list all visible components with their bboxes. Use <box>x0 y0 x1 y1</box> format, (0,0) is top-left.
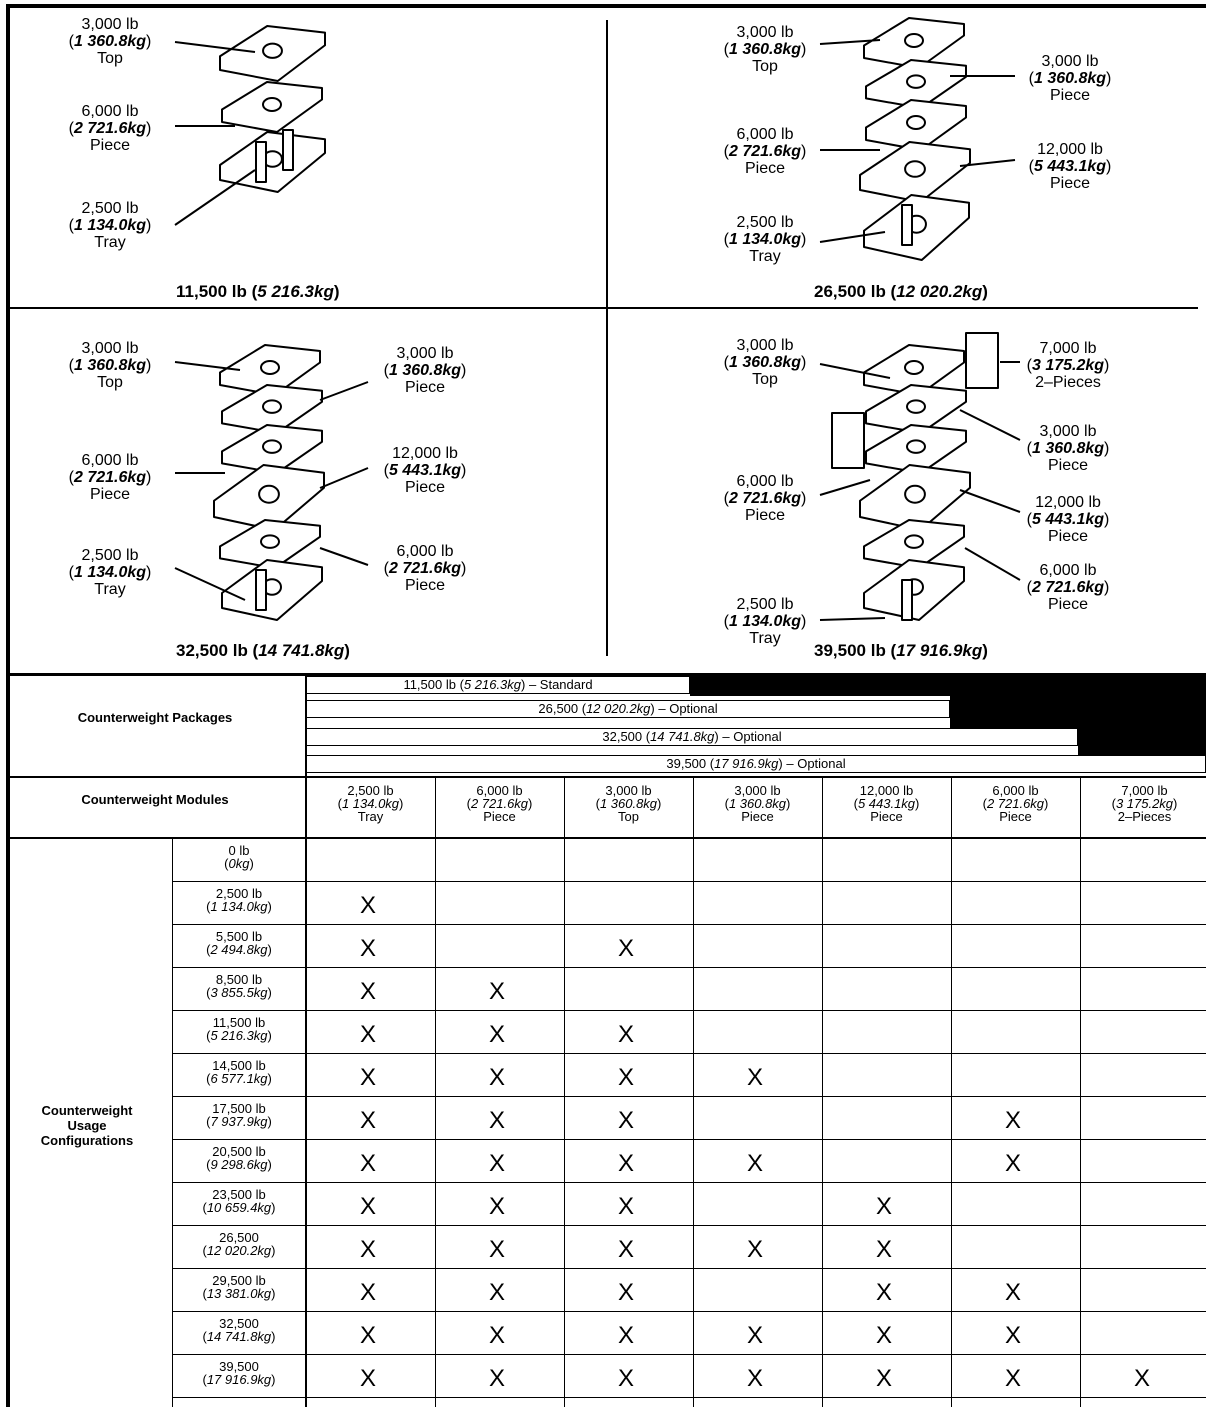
module-name: Piece <box>870 809 903 824</box>
plate-hole <box>263 440 281 452</box>
weight-part: Piece <box>1047 528 1089 545</box>
column-divider <box>1080 776 1081 1407</box>
row-kg: (17 916.9kg) <box>202 1372 276 1387</box>
row-divider <box>172 1096 1206 1097</box>
usage-mark: X <box>359 1064 376 1091</box>
usage-mark: X <box>488 1279 505 1306</box>
weight-part: Piece <box>744 507 786 524</box>
module-name: Piece <box>999 809 1032 824</box>
row-lb: 14,500 lb <box>212 1058 266 1073</box>
usage-mark: X <box>488 978 505 1005</box>
package-option: 11,500 lb (5 216.3kg) – Standard <box>306 676 690 694</box>
usage-mark: X <box>875 1365 892 1392</box>
row-label <box>173 1360 305 1386</box>
weight-label <box>1008 423 1128 474</box>
module-kg: (5 443.1kg) <box>853 796 920 811</box>
weight-kg: (1 134.0kg) <box>68 217 152 234</box>
weight-kg-value: 2 721.6kg <box>388 560 462 577</box>
row-lb: 17,500 lb <box>212 1101 266 1116</box>
weight-kg-value: 5 443.1kg <box>1031 511 1105 528</box>
row-kg: (6 577.1kg) <box>206 1071 272 1086</box>
row-kg: (7 937.9kg) <box>206 1114 272 1129</box>
weight-lb: 2,500 lb <box>736 596 794 613</box>
module-kg: (3 175.2kg) <box>1111 796 1178 811</box>
weight-kg-value: 2 721.6kg <box>728 143 802 160</box>
package-fill <box>690 676 1206 696</box>
row-kg: (9 298.6kg) <box>206 1157 272 1172</box>
weight-part: Tray <box>94 234 126 251</box>
weight-kg-value: 2 721.6kg <box>73 120 147 137</box>
row-divider <box>172 1053 1206 1054</box>
row-label <box>173 973 305 999</box>
usage-mark: X <box>359 1365 376 1392</box>
weight-label <box>50 16 170 67</box>
weight-part: Tray <box>749 630 781 647</box>
module-kg: (1 134.0kg) <box>337 796 404 811</box>
usage-mark: X <box>746 1150 763 1177</box>
weight-kg: (2 721.6kg) <box>68 120 152 137</box>
diagram-39500-total: 39,500 lb (17 916.9kg) <box>814 641 988 660</box>
weight-part: Piece <box>1049 87 1091 104</box>
row-kg: (13 381.0kg) <box>202 1286 276 1301</box>
tray-post <box>256 142 266 182</box>
weight-kg-value: 1 360.8kg <box>728 354 802 371</box>
weight-kg-value: 1 134.0kg <box>73 564 147 581</box>
weight-part: Tray <box>94 581 126 598</box>
module-lb: 2,500 lb <box>347 783 394 798</box>
usage-mark: X <box>359 892 376 919</box>
weight-kg: (1 360.8kg) <box>723 41 807 58</box>
weight-lb: 6,000 lb <box>396 543 454 560</box>
weight-lb: 6,000 lb <box>736 126 794 143</box>
usage-mark: X <box>617 1236 634 1263</box>
diagram-26500-total: 26,500 lb (12 020.2kg) <box>814 282 988 301</box>
column-divider <box>693 776 694 1407</box>
module-header <box>693 784 822 823</box>
weight-lb: 2,500 lb <box>81 200 139 217</box>
row-label <box>173 1317 305 1343</box>
weight-label <box>50 200 170 251</box>
weight-label <box>705 337 825 388</box>
module-lb: 3,000 lb <box>605 783 652 798</box>
weight-lb: 12,000 lb <box>1037 141 1103 158</box>
usage-mark: X <box>488 1322 505 1349</box>
leader-line <box>320 548 368 565</box>
module-name: Tray <box>357 809 384 824</box>
weight-lb: 3,000 lb <box>396 345 454 362</box>
end-block <box>832 413 864 468</box>
weight-label <box>705 214 825 265</box>
weight-kg: (2 721.6kg) <box>383 560 467 577</box>
plate-hole <box>905 486 925 503</box>
plate-hole <box>263 44 282 58</box>
weight-part: Piece <box>1047 457 1089 474</box>
weight-kg-value: 5 443.1kg <box>388 462 462 479</box>
row-lb: 29,500 lb <box>212 1273 266 1288</box>
plate-hole <box>261 535 279 547</box>
weight-label <box>365 345 485 396</box>
weight-kg: (2 721.6kg) <box>68 469 152 486</box>
plate-hole <box>907 400 925 412</box>
row-divider <box>172 1225 1206 1226</box>
weight-kg-value: 3 175.2kg <box>1031 357 1105 374</box>
weight-label <box>50 103 170 154</box>
weight-part: Top <box>97 50 123 67</box>
usage-mark: X <box>746 1365 763 1392</box>
package-option: 26,500 (12 020.2kg) – Optional <box>306 700 950 718</box>
weight-kg-value: 1 134.0kg <box>728 613 802 630</box>
weight-label <box>705 473 825 524</box>
module-header <box>822 784 951 823</box>
weight-kg: (2 721.6kg) <box>723 490 807 507</box>
row-kg: (12 020.2kg) <box>202 1243 276 1258</box>
row-lb: 2,500 lb <box>215 886 263 901</box>
module-name: Piece <box>741 809 774 824</box>
usage-mark: X <box>359 1322 376 1349</box>
weight-kg-value: 1 134.0kg <box>728 231 802 248</box>
row-label <box>173 1188 305 1214</box>
weight-lb: 2,500 lb <box>736 214 794 231</box>
weight-kg: (5 443.1kg) <box>1028 158 1112 175</box>
usage-mark: X <box>359 935 376 962</box>
module-name: 2–Pieces <box>1117 809 1172 824</box>
weight-lb: 12,000 lb <box>392 445 458 462</box>
column-divider <box>435 776 436 1407</box>
row-divider <box>172 1268 1206 1269</box>
plate-hole <box>905 161 925 177</box>
module-name: Top <box>618 809 639 824</box>
usage-mark: X <box>488 1236 505 1263</box>
module-kg: (2 721.6kg) <box>466 796 533 811</box>
usage-mark: X <box>1004 1322 1021 1349</box>
weight-label <box>365 543 485 594</box>
weight-kg: (5 443.1kg) <box>383 462 467 479</box>
row-label <box>173 1231 305 1257</box>
leader-line <box>175 170 255 225</box>
weight-lb: 6,000 lb <box>81 452 139 469</box>
row-lb: 0 lb <box>228 843 250 858</box>
row-label <box>173 930 305 956</box>
tray-post <box>283 130 293 170</box>
plate-hole <box>905 535 923 547</box>
row-label <box>173 1145 305 1171</box>
weight-kg: (1 134.0kg) <box>723 613 807 630</box>
usage-mark: X <box>617 1322 634 1349</box>
usage-mark: X <box>488 1365 505 1392</box>
usage-mark: X <box>359 1021 376 1048</box>
weight-label <box>50 340 170 391</box>
row-kg: (3 855.5kg) <box>206 985 272 1000</box>
weight-part: Tray <box>749 248 781 265</box>
row-kg: (2 494.8kg) <box>206 942 272 957</box>
tray-post <box>256 570 266 610</box>
package-option: 32,500 (14 741.8kg) – Optional <box>306 728 1078 746</box>
weight-kg-value: 1 360.8kg <box>73 33 147 50</box>
weight-kg-value: 1 360.8kg <box>388 362 462 379</box>
module-kg: (2 721.6kg) <box>982 796 1049 811</box>
usage-mark: X <box>1133 1365 1150 1392</box>
row-label <box>173 887 305 913</box>
weight-lb: 7,000 lb <box>1039 340 1097 357</box>
row-lb: 32,500 <box>219 1316 259 1331</box>
usage-mark: X <box>359 1236 376 1263</box>
weight-part: Piece <box>404 479 446 496</box>
weight-label <box>50 452 170 503</box>
row-label <box>173 1274 305 1300</box>
packages-header: Counterweight Packages <box>77 710 233 725</box>
package-fill <box>1078 728 1206 755</box>
module-lb: 7,000 lb <box>1121 783 1168 798</box>
weight-label <box>50 547 170 598</box>
tray-post <box>902 580 912 620</box>
weight-kg: (1 360.8kg) <box>68 357 152 374</box>
table-rule <box>8 776 1206 778</box>
table-rule <box>8 837 1206 839</box>
row-lb: 20,500 lb <box>212 1144 266 1159</box>
module-lb: 6,000 lb <box>992 783 1039 798</box>
plate-hole <box>263 98 281 111</box>
weight-kg: (1 360.8kg) <box>383 362 467 379</box>
row-label <box>173 1102 305 1128</box>
weight-label <box>1008 562 1128 613</box>
usage-mark: X <box>617 1193 634 1220</box>
leader-line <box>820 480 870 495</box>
column-divider <box>822 776 823 1407</box>
weight-label <box>705 596 825 647</box>
weight-label <box>1008 340 1128 391</box>
plate-hole <box>259 486 279 503</box>
weight-kg: (2 721.6kg) <box>1026 579 1110 596</box>
row-divider <box>172 1182 1206 1183</box>
module-lb: 6,000 lb <box>476 783 523 798</box>
usage-mark: X <box>488 1193 505 1220</box>
weight-kg: (5 443.1kg) <box>1026 511 1110 528</box>
usage-mark: X <box>617 1150 634 1177</box>
usage-mark: X <box>359 1150 376 1177</box>
usage-mark: X <box>875 1322 892 1349</box>
package-fill <box>950 696 1206 728</box>
usage-header: Counterweight Usage Configurations <box>40 1103 134 1148</box>
modules-header: Counterweight Modules <box>81 792 229 807</box>
row-label <box>173 844 305 870</box>
row-label <box>173 1059 305 1085</box>
usage-mark: X <box>617 1365 634 1392</box>
plate-hole <box>907 440 925 452</box>
row-divider <box>172 967 1206 968</box>
weight-kg-value: 1 134.0kg <box>73 217 147 234</box>
weight-kg-value: 1 360.8kg <box>1031 440 1105 457</box>
weight-kg-value: 1 360.8kg <box>728 41 802 58</box>
leader-line <box>320 468 368 488</box>
weight-lb: 3,000 lb <box>1039 423 1097 440</box>
usage-mark: X <box>1004 1150 1021 1177</box>
weight-lb: 3,000 lb <box>81 340 139 357</box>
weight-lb: 6,000 lb <box>81 103 139 120</box>
module-lb: 3,000 lb <box>734 783 781 798</box>
usage-mark: X <box>617 1107 634 1134</box>
weight-lb: 3,000 lb <box>736 337 794 354</box>
module-header <box>951 784 1080 823</box>
weight-lb: 3,000 lb <box>1041 53 1099 70</box>
plate-hole <box>905 361 923 374</box>
usage-mark: X <box>488 1107 505 1134</box>
plate-hole <box>263 400 281 412</box>
row-kg: (10 659.4kg) <box>202 1200 276 1215</box>
usage-mark: X <box>1004 1107 1021 1134</box>
weight-kg-value: 1 360.8kg <box>1033 70 1107 87</box>
weight-part: Top <box>752 371 778 388</box>
weight-part: Piece <box>404 379 446 396</box>
weight-part: Piece <box>744 160 786 177</box>
row-label <box>173 1016 305 1042</box>
row-lb: 11,500 lb <box>212 1015 266 1030</box>
usage-mark: X <box>488 1064 505 1091</box>
package-option: 39,500 (17 916.9kg) – Optional <box>306 755 1206 773</box>
usage-mark: X <box>359 1193 376 1220</box>
weight-part: Piece <box>1049 175 1091 192</box>
weight-kg-value: 5 443.1kg <box>1033 158 1107 175</box>
module-lb: 12,000 lb <box>859 783 914 798</box>
module-header <box>564 784 693 823</box>
leader-line <box>820 618 885 620</box>
weight-kg: (1 134.0kg) <box>68 564 152 581</box>
usage-mark: X <box>746 1064 763 1091</box>
weight-kg: (1 360.8kg) <box>1026 440 1110 457</box>
weight-kg: (2 721.6kg) <box>723 143 807 160</box>
usage-mark: X <box>617 1279 634 1306</box>
weight-kg: (3 175.2kg) <box>1026 357 1110 374</box>
plate-hole <box>261 361 279 374</box>
weight-label <box>365 445 485 496</box>
weight-kg-value: 2 721.6kg <box>1031 579 1105 596</box>
weight-part: Piece <box>89 486 131 503</box>
weight-kg-value: 2 721.6kg <box>73 469 147 486</box>
module-kg: (1 360.8kg) <box>595 796 662 811</box>
plate-hole <box>905 34 923 47</box>
weight-label <box>1010 53 1130 104</box>
weight-label <box>705 24 825 75</box>
row-kg: (1 134.0kg) <box>206 899 272 914</box>
usage-mark: X <box>875 1279 892 1306</box>
row-lb: 39,500 <box>219 1359 259 1374</box>
usage-mark: X <box>746 1236 763 1263</box>
usage-mark: X <box>488 1150 505 1177</box>
usage-mark: X <box>617 935 634 962</box>
usage-mark: X <box>617 1064 634 1091</box>
plate-hole <box>907 75 925 87</box>
weight-kg-value: 1 360.8kg <box>73 357 147 374</box>
usage-mark: X <box>359 1107 376 1134</box>
row-divider <box>172 881 1206 882</box>
usage-mark: X <box>875 1236 892 1263</box>
plate-hole <box>907 116 925 129</box>
diagram-11500-total: 11,500 lb (5 216.3kg) <box>176 282 340 301</box>
usage-mark: X <box>1004 1279 1021 1306</box>
row-divider <box>172 1354 1206 1355</box>
leader-line <box>320 382 368 400</box>
row-divider <box>172 1397 1206 1398</box>
weight-kg: (1 134.0kg) <box>723 231 807 248</box>
weight-lb: 2,500 lb <box>81 547 139 564</box>
row-lb: 8,500 lb <box>215 972 263 987</box>
column-divider <box>951 776 952 1407</box>
end-block <box>966 333 998 388</box>
tray-post <box>902 205 912 245</box>
row-kg: (14 741.8kg) <box>202 1329 276 1344</box>
weight-lb: 12,000 lb <box>1035 494 1101 511</box>
weight-part: 2–Pieces <box>1035 374 1101 391</box>
module-name: Piece <box>483 809 516 824</box>
row-divider <box>172 1139 1206 1140</box>
usage-mark: X <box>488 1021 505 1048</box>
usage-mark: X <box>359 978 376 1005</box>
weight-kg: (1 360.8kg) <box>68 33 152 50</box>
row-lb: 26,500 <box>219 1230 259 1245</box>
row-lb: 23,500 lb <box>212 1187 266 1202</box>
module-header <box>435 784 564 823</box>
column-divider <box>564 776 565 1407</box>
weight-part: Piece <box>1047 596 1089 613</box>
row-lb: 5,500 lb <box>215 929 263 944</box>
weight-part: Top <box>97 374 123 391</box>
weight-lb: 3,000 lb <box>736 24 794 41</box>
weight-lb: 3,000 lb <box>81 16 139 33</box>
row-kg: (5 216.3kg) <box>206 1028 272 1043</box>
row-kg: (0kg) <box>224 856 254 871</box>
weight-kg: (1 360.8kg) <box>723 354 807 371</box>
weight-lb: 6,000 lb <box>1039 562 1097 579</box>
module-header <box>1080 784 1206 823</box>
weight-kg-value: 2 721.6kg <box>728 490 802 507</box>
diagram-32500-total: 32,500 lb (14 741.8kg) <box>176 641 350 660</box>
weight-label <box>1008 494 1128 545</box>
weight-lb: 6,000 lb <box>736 473 794 490</box>
usage-mark: X <box>617 1021 634 1048</box>
module-kg: (1 360.8kg) <box>724 796 791 811</box>
usage-mark: X <box>1004 1365 1021 1392</box>
weight-part: Piece <box>89 137 131 154</box>
weight-kg: (1 360.8kg) <box>1028 70 1112 87</box>
weight-part: Piece <box>404 577 446 594</box>
module-header <box>306 784 435 823</box>
row-divider <box>172 924 1206 925</box>
usage-mark: X <box>746 1322 763 1349</box>
usage-mark: X <box>875 1193 892 1220</box>
row-divider <box>172 1010 1206 1011</box>
weight-label <box>1010 141 1130 192</box>
weight-label <box>705 126 825 177</box>
row-divider <box>172 1311 1206 1312</box>
weight-part: Top <box>752 58 778 75</box>
usage-mark: X <box>359 1279 376 1306</box>
